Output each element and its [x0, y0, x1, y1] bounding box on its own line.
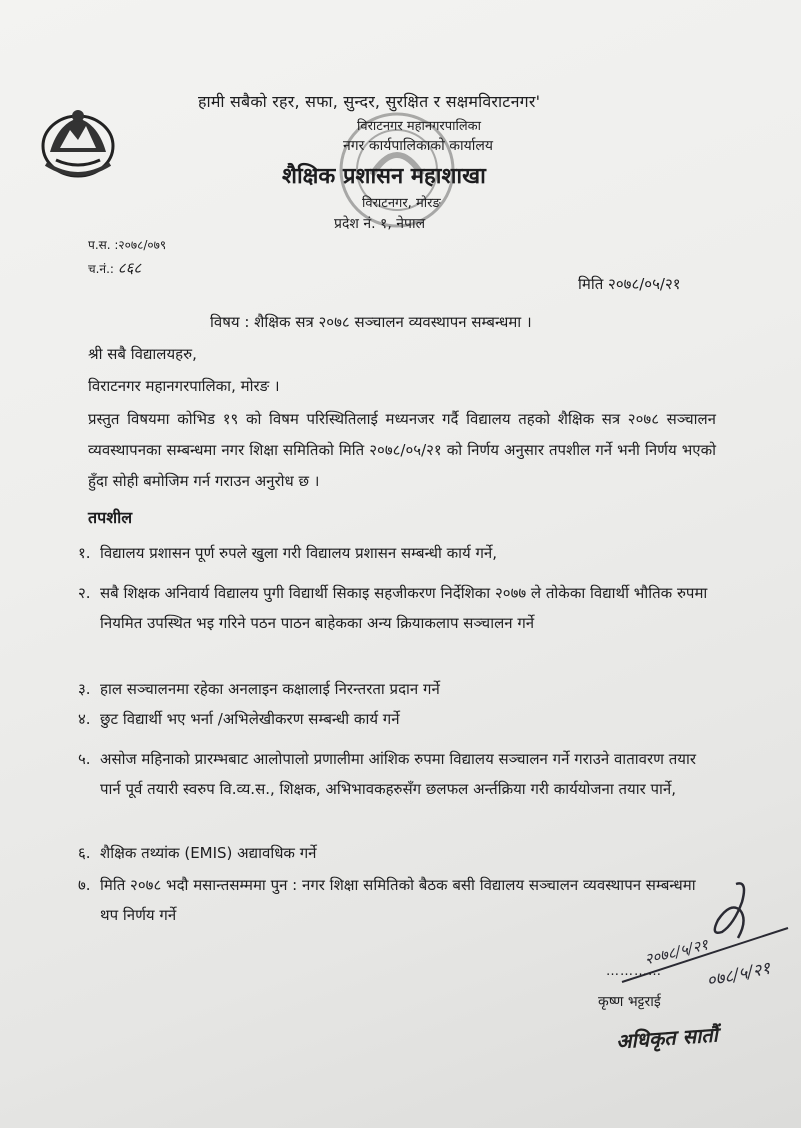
item-number: १. — [78, 544, 91, 562]
list-item — [78, 578, 718, 632]
list-item — [78, 538, 718, 568]
ps-label: प.स. : — [88, 238, 119, 252]
item-number: ३. — [78, 680, 91, 698]
handwritten-date-1: २०७८/५/२१ — [642, 935, 710, 969]
item-text: शैक्षिक तथ्यांक (EMIS) अद्यावधिक गर्ने — [100, 844, 317, 862]
list-item — [78, 744, 718, 798]
item-text: हाल सञ्चालनमा रहेका अनलाइन कक्षालाई निरन्तरता प्रदान गर्ने — [100, 680, 440, 698]
signatory-title-stamp: अधिकृत सातौं — [615, 1022, 719, 1054]
item-number: ६. — [78, 844, 91, 862]
list-item — [78, 704, 718, 734]
cn-label: च.नं.: — [88, 262, 114, 276]
details-heading: तपशील — [88, 508, 133, 527]
government-emblem-logo — [38, 104, 118, 180]
slogan: हामी सबैको रहर, सफा, सुन्दर, सुरक्षित र सक्षमविराटनगर' — [198, 92, 541, 111]
item-text: छुट विद्यार्थी भए भर्ना /अभिलेखीकरण सम्बन्धी कार्य गर्ने — [100, 710, 400, 728]
recipient-line-2: विराटनगर महानगरपालिका, मोरङ । — [88, 377, 280, 395]
letter-date: मिति २०७८/०५/२१ — [578, 275, 681, 293]
signature-dots: ………… — [606, 964, 662, 979]
province-address: प्रदेश नं. १, नेपाल — [334, 216, 426, 232]
office-name: नगर कार्यपालिकाको कार्यालय — [343, 138, 493, 154]
recipient-line-1: श्री सबै विद्यालयहरु, — [88, 345, 197, 363]
item-text: असोज महिनाको प्रारम्भबाट आलोपालो प्रणालीमा आंशिक रुपमा विद्यालय सञ्चालन गर्ने गराउने वातावरण तयार पार्न पूर्व तयारी स्वरुप वि.व्य.स., शिक्षक, अभिभावकहरुसँग छलफल अर्न्तक्रिया गरी कार्ययोजना तयार पार्ने, — [100, 750, 696, 798]
city-address: विराटनगर, मोरङ — [362, 196, 441, 211]
list-item — [78, 838, 718, 868]
cn-value: ८६८ — [117, 259, 142, 277]
division-title: शैक्षिक प्रशासन महाशाखा — [282, 164, 486, 189]
signatory-name: कृष्ण भट्टराई — [598, 994, 661, 1010]
list-item — [78, 674, 718, 704]
ps-value: २०७८/०७९ — [118, 238, 167, 252]
body-paragraph: प्रस्तुत विषयमा कोभिड १९ को विषम परिस्थितिलाई मध्यनजर गर्दै विद्यालय तहको शैक्षिक सत्र २०७८ सञ्चालन व्यवस्थापनका सम्बन्धमा नगर शिक्षा समितिको मिति २०७८/०५/२१ को निर्णय अनुसार तपशील गर्ने भनी निर्णय भएको हुँदा सोही बमोजिम गर्न गराउन अनुरोध छ । — [88, 410, 716, 490]
reference-ps — [88, 236, 166, 253]
item-number: ४. — [78, 710, 91, 728]
handwritten-date-2: ०७८/५/२१ — [704, 958, 773, 992]
item-number: ५. — [78, 750, 91, 768]
letter-subject: विषय : शैक्षिक सत्र २०७८ सञ्चालन व्यवस्थापन सम्बन्धमा । — [210, 313, 532, 331]
reference-cn — [88, 258, 141, 278]
item-text: विद्यालय प्रशासन पूर्ण रुपले खुला गरी विद्यालय प्रशासन सम्बन्धी कार्य गर्ने, — [100, 544, 498, 562]
item-number: २. — [78, 584, 91, 602]
item-text: सबै शिक्षक अनिवार्य विद्यालय पुगी विद्यार्थी सिकाइ सहजीकरण निर्देशिका २०७७ ले तोकेका विद्यार्थी भौतिक रुपमा नियमित उपस्थित भइ गरिने पठन पाठन बाहेकका अन्य क्रियाकलाप सञ्चालन गर्ने — [100, 584, 708, 632]
item-number: ७. — [78, 876, 91, 894]
item-text: मिति २०७८ भदौ मसान्तसम्ममा पुन : नगर शिक्षा समितिको बैठक बसी विद्यालय सञ्चालन व्यवस्थापन सम्बन्धमा थप निर्णय गर्ने — [100, 876, 696, 924]
municipality-name: विराटनगर महानगरपालिका — [357, 119, 481, 134]
